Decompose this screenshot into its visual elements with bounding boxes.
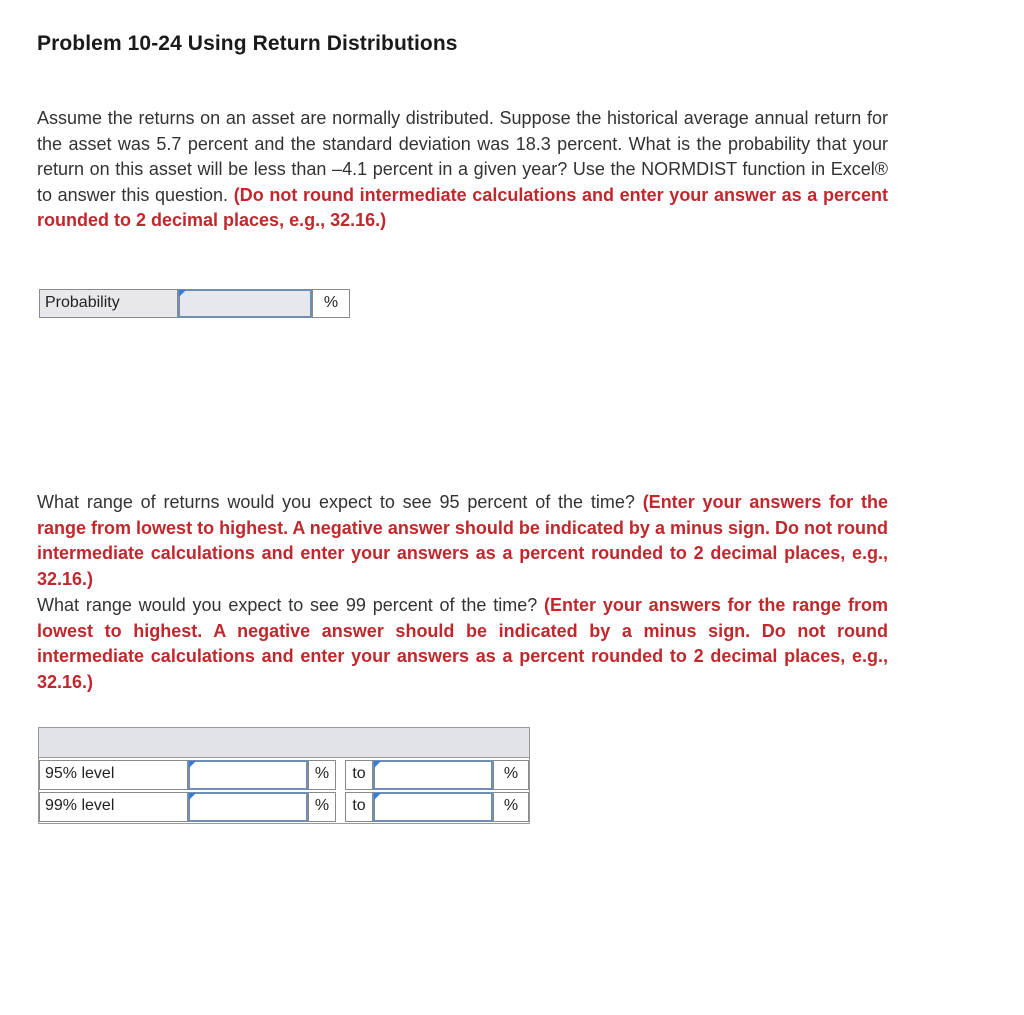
probability-input[interactable] (178, 289, 312, 318)
row-95-label: 95% level (39, 760, 188, 790)
row-95-low-unit: % (308, 760, 336, 790)
question-1 (37, 106, 888, 234)
probability-unit: % (312, 289, 350, 318)
row-99-low-input[interactable] (188, 792, 308, 822)
row-99-low-unit: % (308, 792, 336, 822)
input-flag-icon (374, 793, 381, 800)
question-3-text: What range would you expect to see 99 percent of the time? (37, 595, 538, 615)
input-flag-icon (179, 290, 186, 297)
row-95-low-input[interactable] (188, 760, 308, 790)
question-2-text: What range of returns would you expect to see 95 percent of the time? (37, 492, 635, 512)
question-1-text: Assume the returns on an asset are normally distributed. Suppose the historical average annual return for the asset was 5.7 percent and the standard deviation was 18.3 percent. What is the probability that your return on this asset will be less than –4.1 percent in a given year? Use the NORMDIST function in Excel® to answer this question. (37, 108, 888, 205)
row-99-high-unit: % (493, 792, 529, 822)
input-flag-icon (189, 793, 196, 800)
input-flag-icon (189, 761, 196, 768)
question-3-instruction: (Enter your answers for the range from lowest to highest. A negative answer should be indicated by a minus sign. Do not round intermediate calculations and enter your answers as a percent rounded to 2 decimal places, e.g., 32.16.) (37, 595, 888, 692)
probability-label: Probability (39, 289, 178, 318)
row-99-to: to (345, 792, 373, 822)
input-flag-icon (374, 761, 381, 768)
question-1-instruction: (Do not round intermediate calculations and enter your answer as a percent rounded to 2 decimal places, e.g., 32.16.) (37, 184, 888, 231)
question-2 (37, 490, 888, 592)
question-3 (37, 593, 888, 695)
row-95-high-input[interactable] (373, 760, 493, 790)
page-title: Problem 10-24 Using Return Distributions (37, 32, 458, 55)
row-95-to: to (345, 760, 373, 790)
row-99-high-input[interactable] (373, 792, 493, 822)
question-2-instruction: (Enter your answers for the range from lowest to highest. A negative answer should be indicated by a minus sign. Do not round intermediate calculations and enter your answers as a percent rounded to 2 decimal places, e.g., 32.16.) (37, 492, 888, 589)
range-table-header (39, 728, 529, 758)
row-99-label: 99% level (39, 792, 188, 822)
row-95-high-unit: % (493, 760, 529, 790)
